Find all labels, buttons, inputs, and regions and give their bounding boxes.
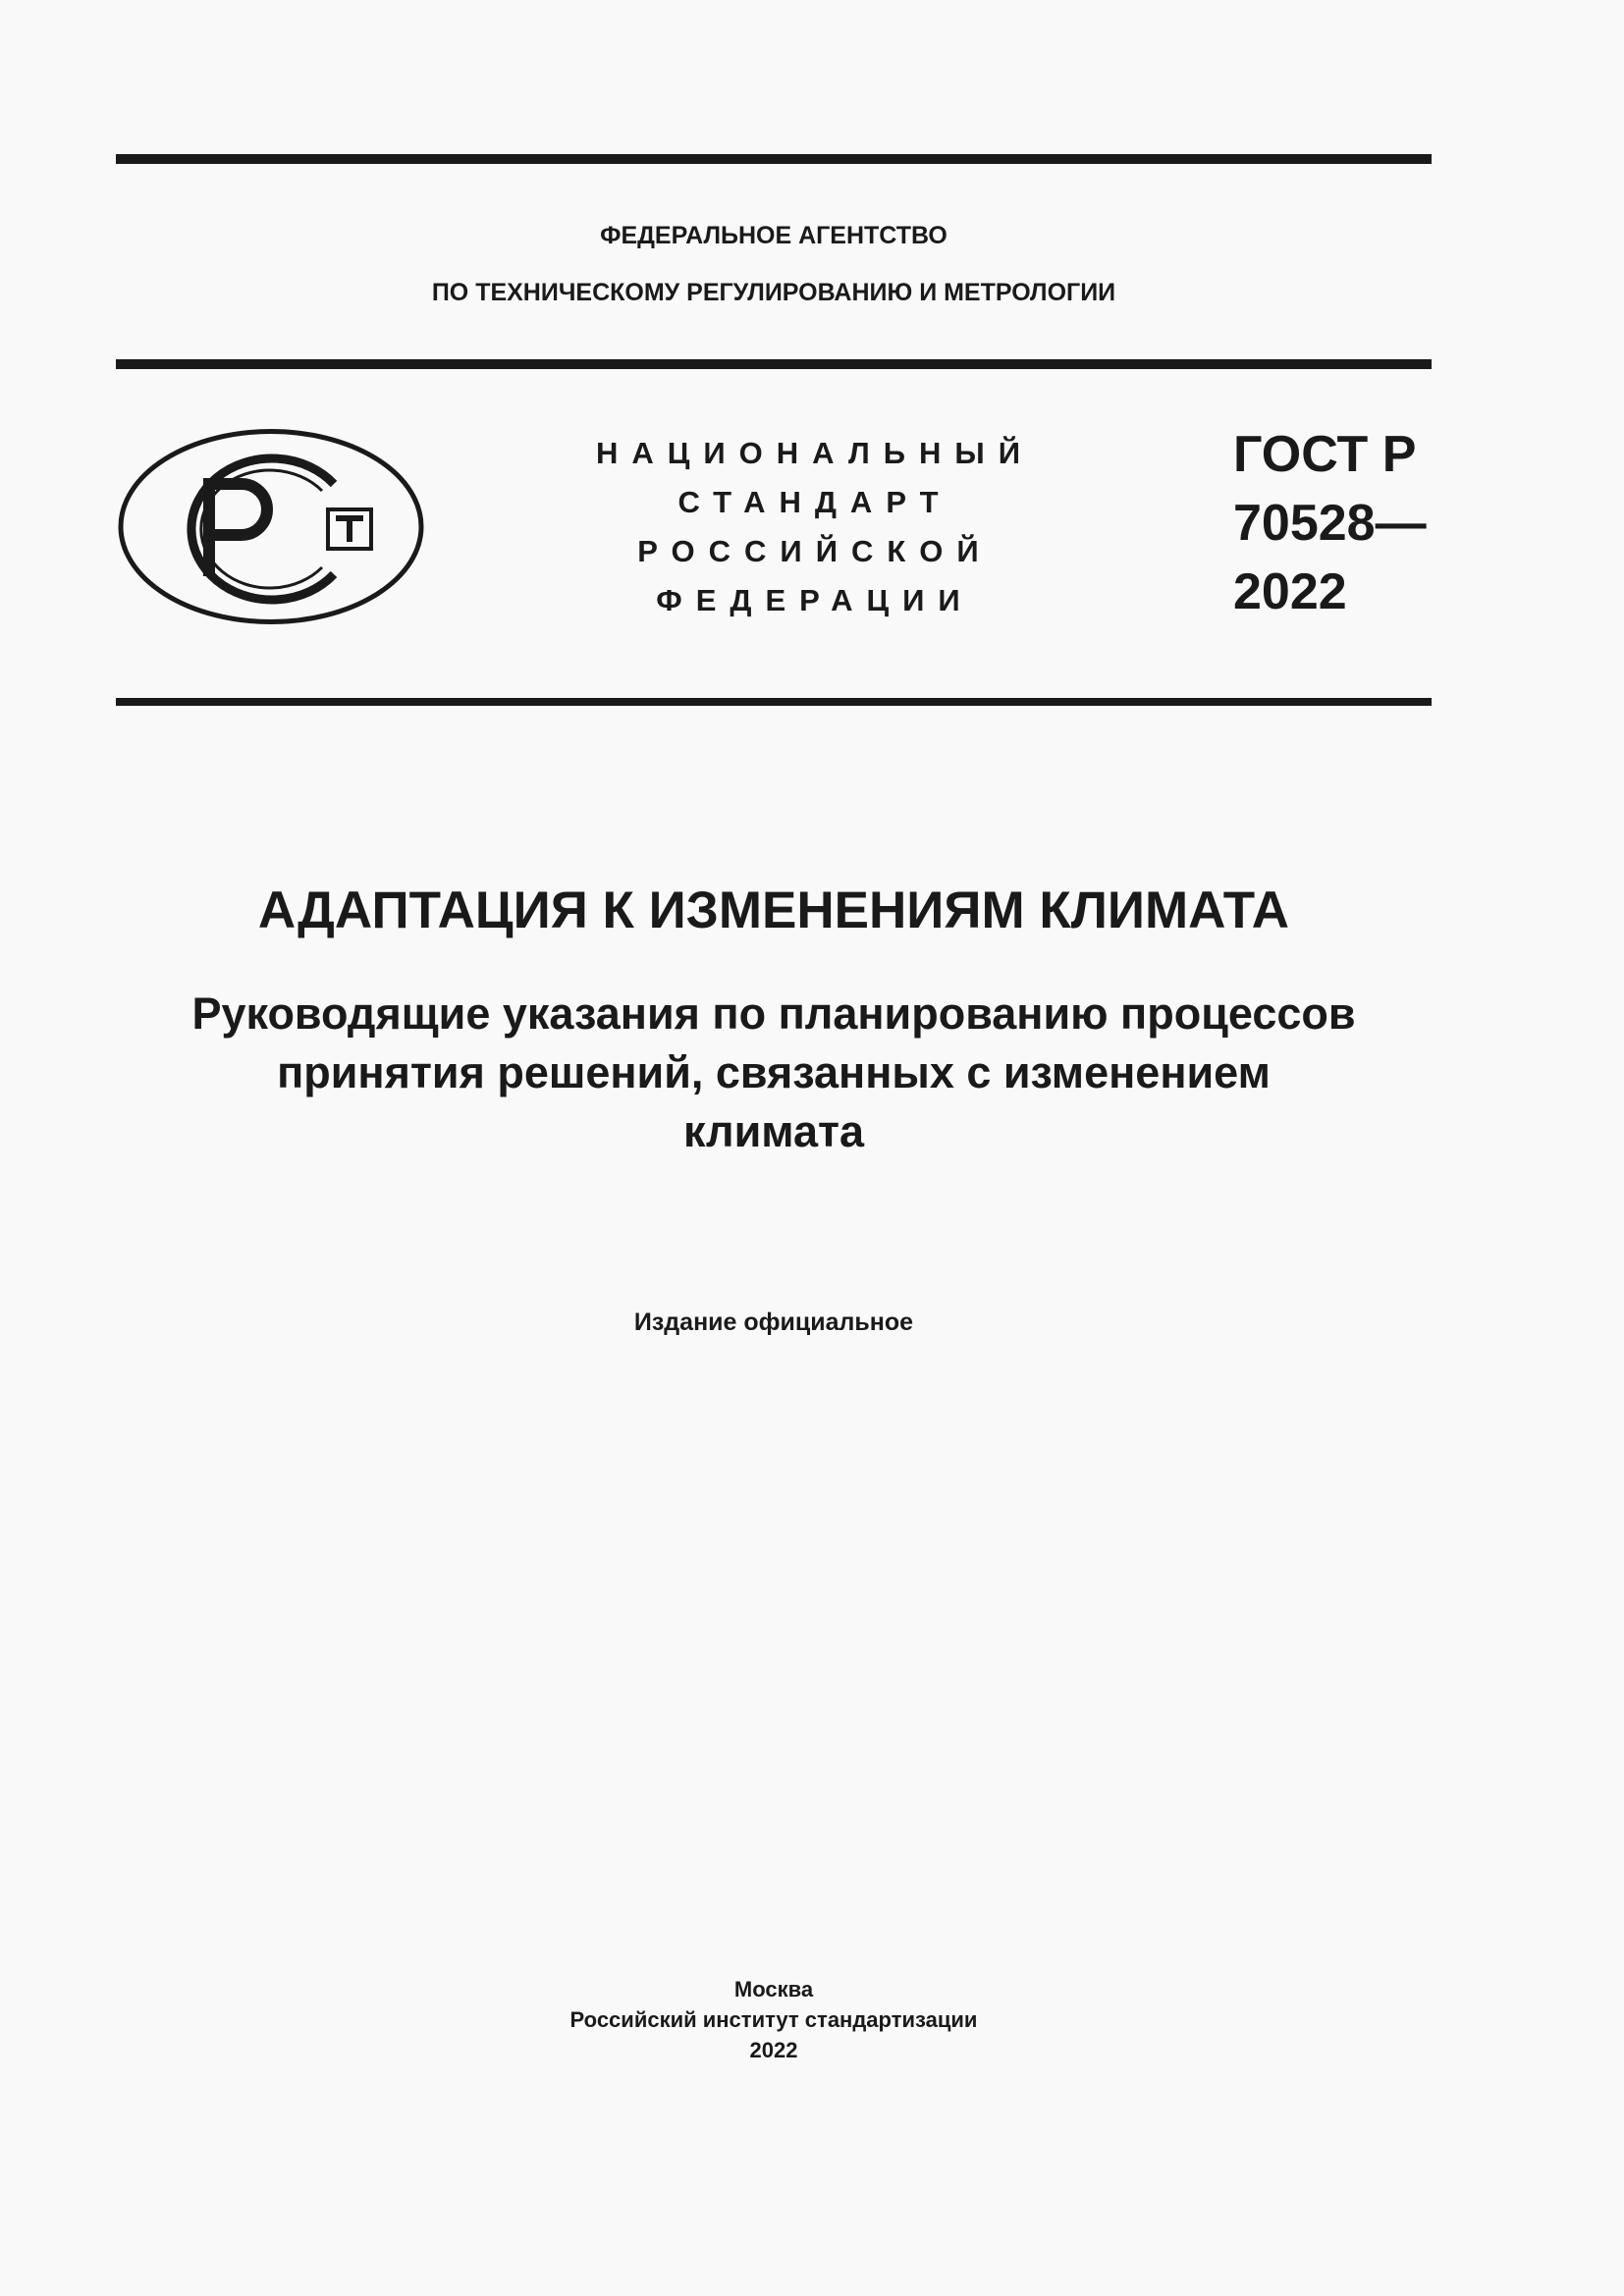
imprint-block [116,1974,1432,2065]
edition-label: Издание официальное [633,1308,914,1336]
standard-type [550,429,1080,625]
standard-type-line-4: ФЕДЕРАЦИИ [656,583,974,617]
agency-line-1: ФЕДЕРАЛЬНОЕ АГЕНТСТВО [600,222,947,249]
standard-designation [1233,420,1427,626]
subtitle-line-2: принятия решений, связанных с изменением [277,1047,1271,1097]
designation-line-3: 2022 [1233,563,1347,620]
header-bottom-rule [116,698,1432,706]
document-title: АДАПТАЦИЯ К ИЗМЕНЕНИЯМ КЛИМАТА [257,881,1290,939]
agency-block [116,207,1432,321]
imprint-publisher: Российский институт стандартизации [569,2007,978,2032]
designation-line-2: 70528— [1233,495,1427,552]
agency-rule [116,359,1432,369]
designation-line-1: ГОСТ Р [1233,426,1417,483]
standard-type-line-3: РОССИЙСКОЙ [637,534,993,568]
subtitle-line-3: климата [682,1106,865,1156]
subtitle-line-1: Руководящие указания по планированию процессов [191,988,1356,1039]
imprint-city: Москва [733,1977,814,2002]
standard-type-line-2: СТАНДАРТ [677,485,952,519]
standard-type-line-1: НАЦИОНАЛЬНЫЙ [595,436,1035,470]
imprint-year: 2022 [749,2038,798,2062]
agency-line-2: ПО ТЕХНИЧЕСКОМУ РЕГУЛИРОВАНИЮ И МЕТРОЛОГИИ [431,279,1116,306]
top-rule [116,154,1432,164]
rst-logo [116,427,426,626]
document-subtitle [116,985,1432,1161]
